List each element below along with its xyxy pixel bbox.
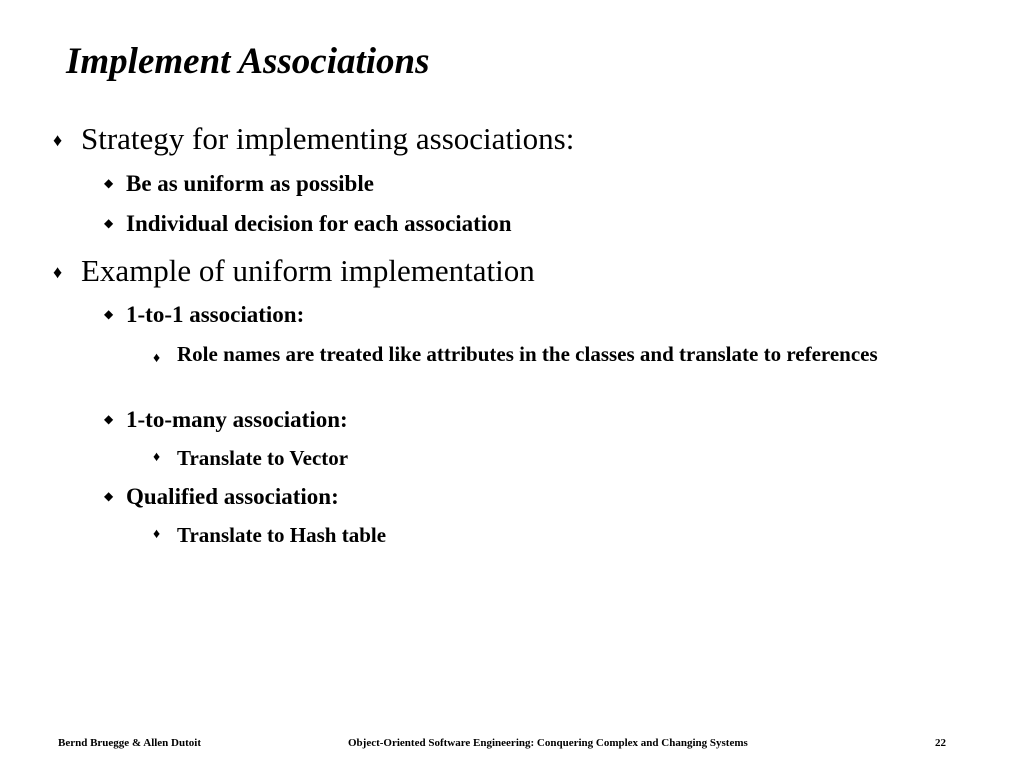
bullet-item-qualified	[104, 484, 339, 510]
slide-title: Implement Associations	[66, 41, 430, 82]
diamond-bullet-icon: ♦	[53, 262, 63, 282]
diamond-bullet-icon: ♦	[153, 351, 161, 366]
bullet-text: Translate to Hash table	[177, 523, 387, 547]
diamond-bullet-icon: ♦	[53, 130, 63, 150]
footer-authors: Bernd Bruegge & Allen Dutoit	[58, 737, 201, 749]
diamond-bullet-icon: ♦	[153, 450, 161, 465]
bullet-item-individual	[104, 211, 512, 237]
bullet-text: Role names are treated like attributes in the classes and translate to references	[177, 342, 878, 366]
diamond-bullet-icon: ◆	[104, 489, 114, 503]
bullet-text: Strategy for implementing associations:	[81, 121, 575, 156]
bullet-item-hash-table	[153, 523, 387, 548]
bullet-text: Example of uniform implementation	[81, 253, 535, 288]
bullet-text: Be as uniform as possible	[126, 171, 374, 196]
bullet-text: Individual decision for each association	[126, 211, 512, 236]
bullet-item-uniform	[104, 171, 374, 197]
footer-book-title: Object-Oriented Software Engineering: Conquering Complex and Changing Systems	[348, 737, 748, 749]
bullet-text: Translate to Vector	[177, 446, 349, 470]
bullet-item-vector	[153, 446, 349, 471]
diamond-bullet-icon: ♦	[153, 527, 161, 542]
bullet-item-role-names	[153, 341, 937, 368]
bullet-item-strategy	[53, 121, 575, 157]
bullet-text: Qualified association:	[126, 484, 339, 509]
diamond-bullet-icon: ◆	[104, 176, 114, 190]
bullet-item-example	[53, 253, 535, 289]
bullet-text: 1-to-1 association:	[126, 302, 305, 327]
diamond-bullet-icon: ◆	[104, 216, 114, 230]
diamond-bullet-icon: ◆	[104, 412, 114, 426]
bullet-text: 1-to-many association:	[126, 407, 348, 432]
bullet-item-one-to-one	[104, 302, 305, 328]
diamond-bullet-icon: ◆	[104, 307, 114, 321]
bullet-item-one-to-many	[104, 407, 348, 433]
footer-page-number: 22	[935, 737, 946, 749]
